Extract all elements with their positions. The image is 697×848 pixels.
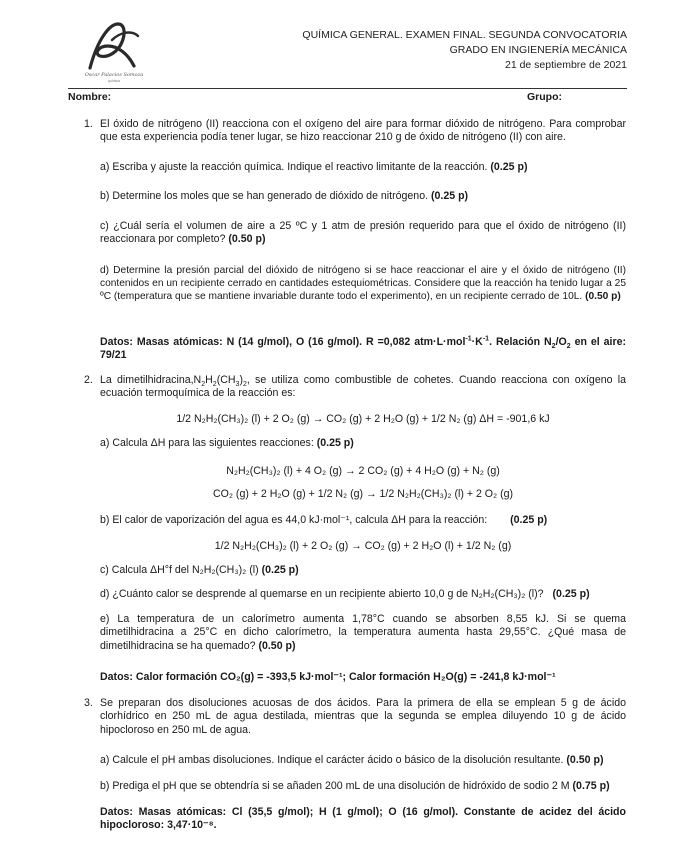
q3-part-a-points: (0.50 p) [566,754,604,766]
header-divider [68,88,627,89]
q1-data: Datos: Masas atómicas: N (14 g/mol), O (16 g/mol). R =0,082 $atm\cdot L\cdot mol^{-1}\cdot K^{-1}$. Relación $N_2/O_2$ en el aire: 79/21 [100,335,627,362]
q1-part-d-text: d) Determine la presión parcial del dióxido de nitrógeno si se hace reaccionar el aire y el óxido de nitrógeno (II) contenidos en un recipiente cerrado en cantidades estequiométricas. Considere que la reacción ha tenido lugar a 25 ºC (temperatura que se mantiene invariable durante todo el experimento), en un recipiente cerrado de 10L. [100,265,626,303]
q2-equation-b: 1/2 N₂H₂(CH₃)₂ (l) + 2 O₂ (g) → CO₂ (g) + 2 H₂O (l) + 1/2 N₂ (g) [214,540,512,552]
header-line-date: 21 de septiembre de 2021 [504,59,627,71]
q1-data-part3: . Relación N [489,336,552,348]
q3-part-b-text: b) Prediga el pH que se obtendría si se añaden 200 mL de una disolución de hidróxido de sodio 2 M [100,780,570,792]
q2-intro-part2: , se utiliza como combustible de cohetes. Cuando reacciona con oxígeno la ecuación termoquímica de la reacción es: [100,374,626,400]
q2-part-e [100,613,626,653]
q2-part-b-text: b) El calor de vaporización del agua es 44,0 kJ·mol⁻¹, calcula ΔH para la reacción: [100,514,488,526]
header-line-degree: GRADO EN INGIENERÍA MECÁNICA [449,44,627,56]
q3-part-a-text: a) Calcule el pH ambas disoluciones. Indique el carácter ácido o básico de la disolución resultante. [100,754,564,766]
q1-part-c-text: c) ¿Cuál sería el volumen de aire a 25 ºC y 1 atm de presión requerido para que el óxido de nitrógeno (II) reaccionara por completo? [100,220,626,246]
q2-number: 2. [84,374,93,386]
q1-part-b [100,190,626,203]
q2-part-a [100,437,626,450]
q2-intro: La $dimetilhidracina,N_2H_2(CH_3)_2$, se utiliza como combustible de cohetes. Cuando reacciona con oxígeno la ecuación termoquímica de la reacción es: [100,374,626,400]
university-logo [68,18,160,88]
q2-part-c-points: (0.25 p) [261,564,299,576]
q1-data-part1: Datos: Masas atómicas: N (14 g/mol), O (16 g/mol). R =0,082 atm·L·mol [100,336,466,348]
q2-part-c [100,564,626,577]
q1-part-d-points: (0.50 p) [585,291,621,303]
q3-intro: Se preparan dos disoluciones acuosas de dos ácidos. Para la primera de ella se emplean 5 g de ácido clorhídrico en 250 mL de agua destilada, mientras que la segunda se emplea diluyendo 10 g de ácido hipocloroso en 250 mL de agua. [100,697,626,736]
header-line-course: QUÍMICA GENERAL. EXAMEN FINAL. SEGUNDA CONVOCATORIA [302,29,627,41]
q1-part-a [100,161,626,174]
q3-number: 3. [84,697,93,709]
q2-part-d-points: (0.25 p) [552,588,590,600]
q1-part-a-points: (0.25 p) [490,161,528,173]
q3-part-b [100,780,626,793]
q2-part-a-text: a) Calcula ΔH para las siguientes reacciones: [100,437,314,449]
q2-part-b [100,514,626,527]
q1-part-c [100,220,626,247]
q3-part-a [100,754,626,767]
q1-part-b-points: (0.25 p) [430,190,469,202]
q2-main-equation: 1/2 N₂H₂(CH₃)₂ (l) + 2 O₂ (g) → CO₂ (g) + 2 H₂O (g) + 1/2 N₂ (g) ΔH = -901,6 kJ [176,413,550,425]
q1-data-part4: /O [555,336,567,348]
q1-data-part5: en el aire: 79/21 [100,336,627,362]
q2-part-c-text: c) Calcula ΔH°f del N₂H₂(CH₃)₂ (l) [100,564,259,576]
q1-part-c-points: (0.50 p) [228,233,266,246]
q3-part-b-points: (0.75 p) [572,780,610,792]
exam-header [302,28,627,73]
q2-intro-part1: La dimetilhidracina,N [100,374,202,386]
grupo-label: Grupo: [527,91,562,103]
logo-icon [68,18,160,72]
q2-part-d-text: d) ¿Cuánto calor se desprende al quemarse en un recipiente abierto 10,0 g de N₂H₂(CH₃)₂ (l)? [100,588,544,600]
q1-part-a-text: a) Escriba y ajuste la reacción química. Indique el reactivo limitante de la reacción. [100,161,488,173]
q2-part-e-text: e) La temperatura de un calorímetro aumenta 1,78°C cuando se absorben 8,55 kJ. Si se quema dimetilhidracina a 25°C en dicho calorímetro, la temperatura aumenta hasta 29,55°C. ¿Qué masa de dimetilhidracina se ha quemado? [100,613,626,652]
logo-subcaption: química [107,79,121,83]
q2-part-d [100,588,626,601]
q2-part-b-points: (0.25 p) [510,514,548,526]
q2-equation-a1: N₂H₂(CH₃)₂ (l) + 4 O₂ (g) → 2 CO₂ (g) + 4 H₂O (g) + N₂ (g) [226,465,500,477]
q3-data: Datos: Masas atómicas: Cl (35,5 g/mol); H (1 g/mol); O (16 g/mol). Constante de acidez del ácido hipocloroso: 3,47·10⁻⁸. [100,806,626,832]
logo-caption: Oscar Palacios Somoza [84,72,144,78]
q2-part-e-points: (0.50 p) [258,639,296,652]
q1-intro: El óxido de nitrógeno (II) reacciona con el oxígeno del aire para formar dióxido de nitrógeno. Para comprobar que esta experiencia podía tener lugar, se hizo reaccionar 210 g de óxido de nitrógeno (II) con aire. [100,118,626,144]
q2-equation-a2: CO₂ (g) + 2 H₂O (g) + 1/2 N₂ (g) → 1/2 N₂H₂(CH₃)₂ (l) + 2 O₂ (g) [212,488,514,500]
q2-data: Datos: Calor formación CO₂(g) = -393,5 kJ·mol⁻¹; Calor formación H₂O(g) = -241,8 kJ·mol⁻¹ [100,671,556,683]
q1-number: 1. [84,118,93,130]
q2-part-a-points: (0.25 p) [316,437,354,449]
q1-data-part2: ·K [471,336,483,348]
q1-part-d [100,264,626,304]
q1-part-b-text: b) Determine los moles que se han generado de dióxido de nitrógeno. [100,190,429,202]
nombre-label: Nombre: [68,91,112,103]
